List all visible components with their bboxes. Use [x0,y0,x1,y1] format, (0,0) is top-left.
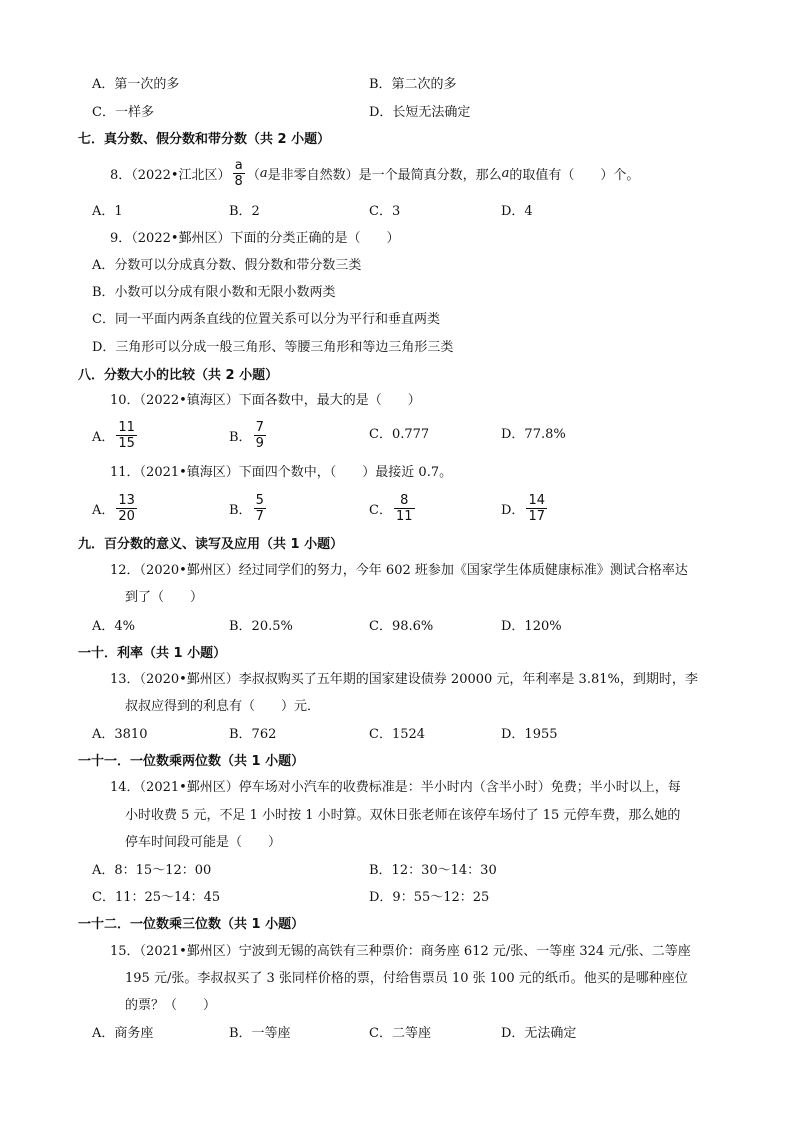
q10-a-numerator: 11 [118,419,135,435]
q11-a-denominator: 20 [118,508,135,524]
q10-option-b-label: B． [229,429,252,445]
q10-stem: 10．（2022•镇海区）下面各数中，最大的是（ ） [110,393,421,408]
section-heading-12: 一十二．一位数乘三位数（共 1 小题） [78,917,305,932]
q13-line-2: 叔叔应得到的利息有（ ）元． [125,699,321,714]
q15-option-b: B．一等座 [229,1026,291,1041]
q12-line-2: 到了（ ） [125,590,204,605]
q11-b-denominator: 7 [255,508,264,524]
q11-option-c [369,488,417,528]
q11-option-a-fraction [116,493,137,524]
q8-stem [110,153,639,193]
q12-option-d: D．120% [501,619,562,634]
q10-option-b [229,415,268,455]
q8-variable-2: a [501,165,510,181]
q15-option-c: C．二等座 [369,1026,431,1041]
q11-option-b [229,488,268,528]
q12-option-c: C．98.6% [369,619,434,634]
q9-option-b: B．小数可以分成有限小数和无限小数两类 [92,285,336,300]
q13-option-c: C．1524 [369,727,426,742]
section-heading-8: 八．分数大小的比较（共 2 小题） [78,368,279,383]
q14-line-2: 小时收费 5 元，不足 1 小时按 1 小时算。双休日张老师在该停车场付了 15 元停车费，那么她的 [125,808,681,823]
q7-option-c: C．一样多 [92,105,154,120]
q7-option-b: B．第二次的多 [369,77,457,92]
q8-option-b: B．2 [229,204,260,219]
q8-prefix: 8．（2022•江北区） [110,167,231,183]
q11-a-numerator: 13 [118,492,135,508]
q9-stem: 9．（2022•鄞州区）下面的分类正确的是（ ） [110,231,400,246]
q14-option-a: A．8：15～12：00 [92,863,212,878]
q7-option-a: A．第一次的多 [92,77,180,92]
q8-fraction-denominator: 8 [234,173,243,189]
q10-a-denominator: 15 [118,435,135,451]
q11-c-numerator: 8 [394,493,415,509]
q8-fraction-numerator: a [233,158,245,174]
q13-option-a: A．3810 [92,727,148,742]
q11-option-c-fraction [394,493,415,524]
q11-option-d [501,488,549,528]
q11-option-d-label: D． [501,502,525,518]
section-heading-11: 一十一．一位数乘两位数（共 1 小题） [78,754,305,769]
q11-option-d-fraction [526,493,547,524]
q13-line-1: 13．（2020•鄞州区）李叔叔购买了五年期的国家建设债券 20000 元，年利率是 3.81%，到期时，李 [110,672,698,687]
q12-option-a: A．4% [92,619,136,634]
q11-d-denominator: 17 [528,508,545,524]
q11-b-numerator: 5 [255,492,264,508]
q14-option-c: C．11：25～14：45 [92,890,221,905]
q13-option-d: D．1955 [501,727,558,742]
q15-line-2: 195 元/张。李叔叔买了 3 张同样价格的票，付给售票员 10 张 100 元的纸币。他买的是哪种座位 [125,971,688,986]
q8-fraction [233,158,245,189]
q14-line-3: 停车时间段可能是（ ） [125,835,282,850]
q14-option-b: B．12：30～14：30 [369,863,497,878]
q12-option-b: B．20.5% [229,619,293,634]
q11-d-numerator: 14 [528,492,545,508]
q12-line-1: 12．（2020•鄞州区）经过同学们的努力，今年 602 班参加《国家学生体质健康标准》测试合格率达 [110,563,688,578]
q11-option-a-label: A． [92,502,115,518]
q8-option-d: D．4 [501,204,533,219]
section-heading-7: 七．真分数、假分数和带分数（共 2 小题） [78,132,331,147]
q15-option-d: D．无法确定 [501,1026,577,1041]
q11-stem: 11．（2021•镇海区）下面四个数中，（ ）最接近 0.7。 [110,465,453,480]
q14-line-1: 14．（2021•鄞州区）停车场对小汽车的收费标准是：半小时内（含半小时）免费；半小时以上，每 [110,780,681,795]
q10-option-a [92,415,139,455]
q10-option-b-fraction [254,420,266,451]
q8-option-c: C．3 [369,204,401,219]
q8-paren-open: （ [246,167,260,183]
q8-option-a: A．1 [92,204,123,219]
q10-option-c: C．0.777 [369,427,430,442]
q9-option-d: D．三角形可以分成一般三角形、等腰三角形和等边三角形三类 [92,340,454,355]
q11-option-b-label: B． [229,502,252,518]
q7-option-d: D．长短无法确定 [369,105,471,120]
q8-tail: 的取值有（ ）个。 [509,167,640,183]
q15-line-3: 的票？（ ） [125,998,217,1013]
q14-option-d: D．9：55～12：25 [369,890,490,905]
q8-mid: 是非零自然数）是一个最简真分数，那么 [267,167,502,183]
q9-option-a: A．分数可以分成真分数、假分数和带分数三类 [92,258,362,273]
q11-option-a [92,488,139,528]
q13-option-b: B．762 [229,727,277,742]
q9-option-c: C．同一平面内两条直线的位置关系可以分为平行和垂直两类 [92,312,440,327]
q15-line-1: 15．（2021•鄞州区）宁波到无锡的高铁有三种票价：商务座 612 元/张、一等座 324 元/张、二等座 [110,944,691,959]
section-heading-10: 一十．利率（共 1 小题） [78,646,227,661]
q11-c-denominator: 11 [395,508,413,524]
q10-option-d: D．77.8% [501,427,566,442]
q11-option-b-fraction [254,493,266,524]
q10-b-denominator: 9 [255,435,264,451]
q10-option-a-label: A． [92,429,115,445]
q8-variable: a [259,165,268,181]
section-heading-9: 九．百分数的意义、读写及应用（共 1 小题） [78,537,344,552]
q11-option-c-label: C． [369,502,392,518]
q10-b-numerator: 7 [255,419,264,435]
q10-option-a-fraction [116,420,137,451]
q15-option-a: A．商务座 [92,1026,154,1041]
